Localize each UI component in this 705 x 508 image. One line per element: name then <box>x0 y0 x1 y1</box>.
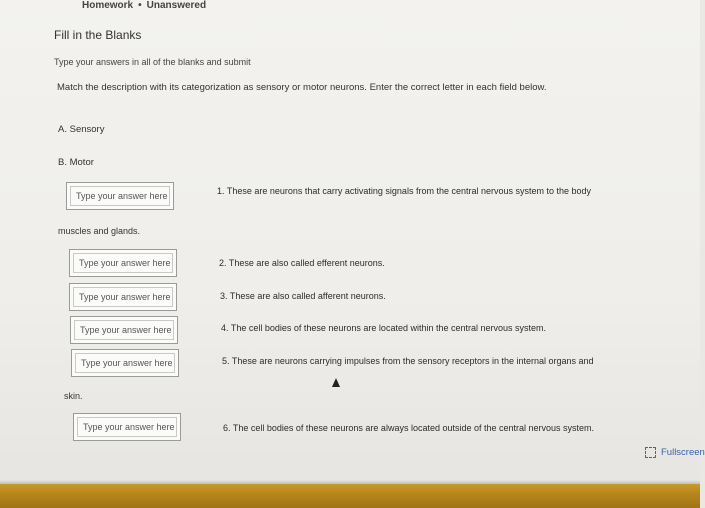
description-1-continuation: muscles and glands. <box>58 226 141 236</box>
answer-input-6[interactable]: Type your answer here <box>73 413 181 441</box>
description-3: 3. These are also called afferent neurons. <box>220 291 386 301</box>
fullscreen-icon <box>645 447 656 458</box>
answer-input-4[interactable]: Type your answer here <box>70 316 178 344</box>
option-b: B. Motor <box>58 157 94 168</box>
question-title: Fill in the Blanks <box>54 28 142 42</box>
fullscreen-button[interactable] <box>645 447 705 458</box>
fullscreen-label: Fullscreen <box>661 447 705 458</box>
answer-input-5[interactable]: Type your answer here <box>71 349 179 377</box>
description-5: 5. These are neurons carrying impulses from the sensory receptors in the internal organs and <box>222 356 594 366</box>
description-5-continuation: skin. <box>64 391 83 401</box>
answer-input-1[interactable]: Type your answer here <box>66 182 174 210</box>
option-a: A. Sensory <box>58 124 105 135</box>
monitor-bezel <box>0 484 700 508</box>
answer-input-3[interactable]: Type your answer here <box>69 283 177 311</box>
description-6: 6. The cell bodies of these neurons are always located outside of the central nervous system. <box>223 423 595 433</box>
question-prompt: Match the description with its categorization as sensory or motor neurons. Enter the correct letter in each field below. <box>57 82 547 93</box>
description-1: 1. These are neurons that carry activating signals from the central nervous system to the body <box>217 186 592 196</box>
description-2: 2. These are also called efferent neurons. <box>219 258 385 268</box>
mouse-pointer-icon <box>332 378 340 387</box>
section-label: Homework <box>82 0 134 11</box>
description-4: 4. The cell bodies of these neurons are located within the central nervous system. <box>221 323 547 333</box>
separator-dot: • <box>138 0 142 11</box>
status-label: Unanswered <box>146 0 207 11</box>
breadcrumb <box>82 0 206 11</box>
instructions-text: Type your answers in all of the blanks and submit <box>54 57 251 67</box>
answer-input-2[interactable]: Type your answer here <box>69 249 177 277</box>
